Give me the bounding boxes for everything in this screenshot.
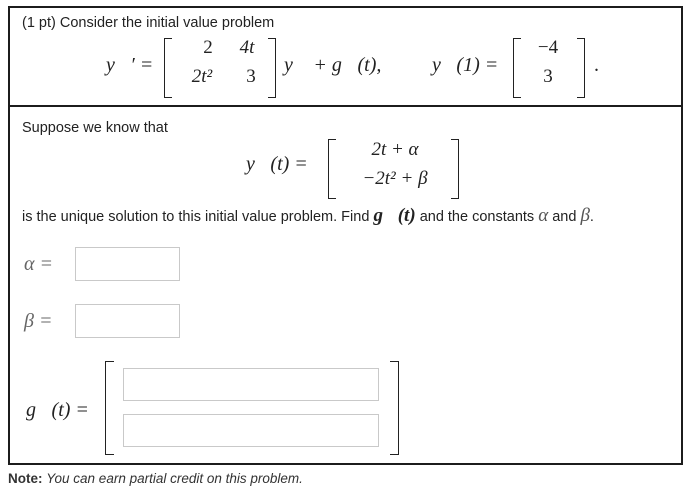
matrix-cell-12: 4t [239,37,255,58]
solution-component-1: 2t + α [371,139,419,160]
matrix-cell-22: 3 [246,66,256,87]
ic-value-1: −4 [537,37,559,58]
and-text: and [552,209,577,225]
matrix-cell-21: 2t² [191,66,213,87]
g-component-1-input[interactable] [123,368,379,401]
matrix-right-bracket [268,38,276,98]
ode-forcing-term: y⃗ + g⃗(t), [284,54,382,76]
inline-alpha-symbol: α [538,205,549,226]
solution-component-2: −2t² + β [362,168,428,189]
partial-credit-note [8,471,303,486]
alpha-input[interactable] [75,247,180,281]
g-vector-label: g⃗(t) = [26,399,89,421]
and-constants-text: and the constants [419,209,535,225]
solution-lhs: y⃗(t) = [246,153,308,175]
end-period: . [589,209,594,225]
g-component-2-input[interactable] [123,414,379,447]
ode-lhs: y⃗′ = [106,54,154,76]
inline-beta-symbol: β [580,205,590,226]
beta-label: β = [24,310,53,332]
matrix-left-bracket [164,38,172,98]
g-left-bracket [105,361,114,455]
beta-input[interactable] [75,304,180,338]
alpha-label: α = [24,253,53,275]
ic-right-bracket [577,38,585,98]
unique-solution-line [22,205,594,227]
note-label: Note: [8,471,43,486]
solution-left-bracket [328,139,336,199]
problem-header: (1 pt) Consider the initial value problem [22,15,275,31]
solution-right-bracket [451,139,459,199]
ic-period: . [594,54,599,76]
inline-g-symbol: g⃗(t) [373,205,416,226]
matrix-cell-11: 2 [203,37,213,58]
g-right-bracket [390,361,399,455]
note-text: You can earn partial credit on this problem. [46,471,303,486]
problem-divider [8,105,683,107]
suppose-text: Suppose we know that [22,120,168,136]
initial-condition-lhs: y⃗(1) = [432,54,499,76]
unique-text: is the unique solution to this initial value problem. Find [22,209,370,225]
ic-value-2: 3 [543,66,553,87]
ic-left-bracket [513,38,521,98]
